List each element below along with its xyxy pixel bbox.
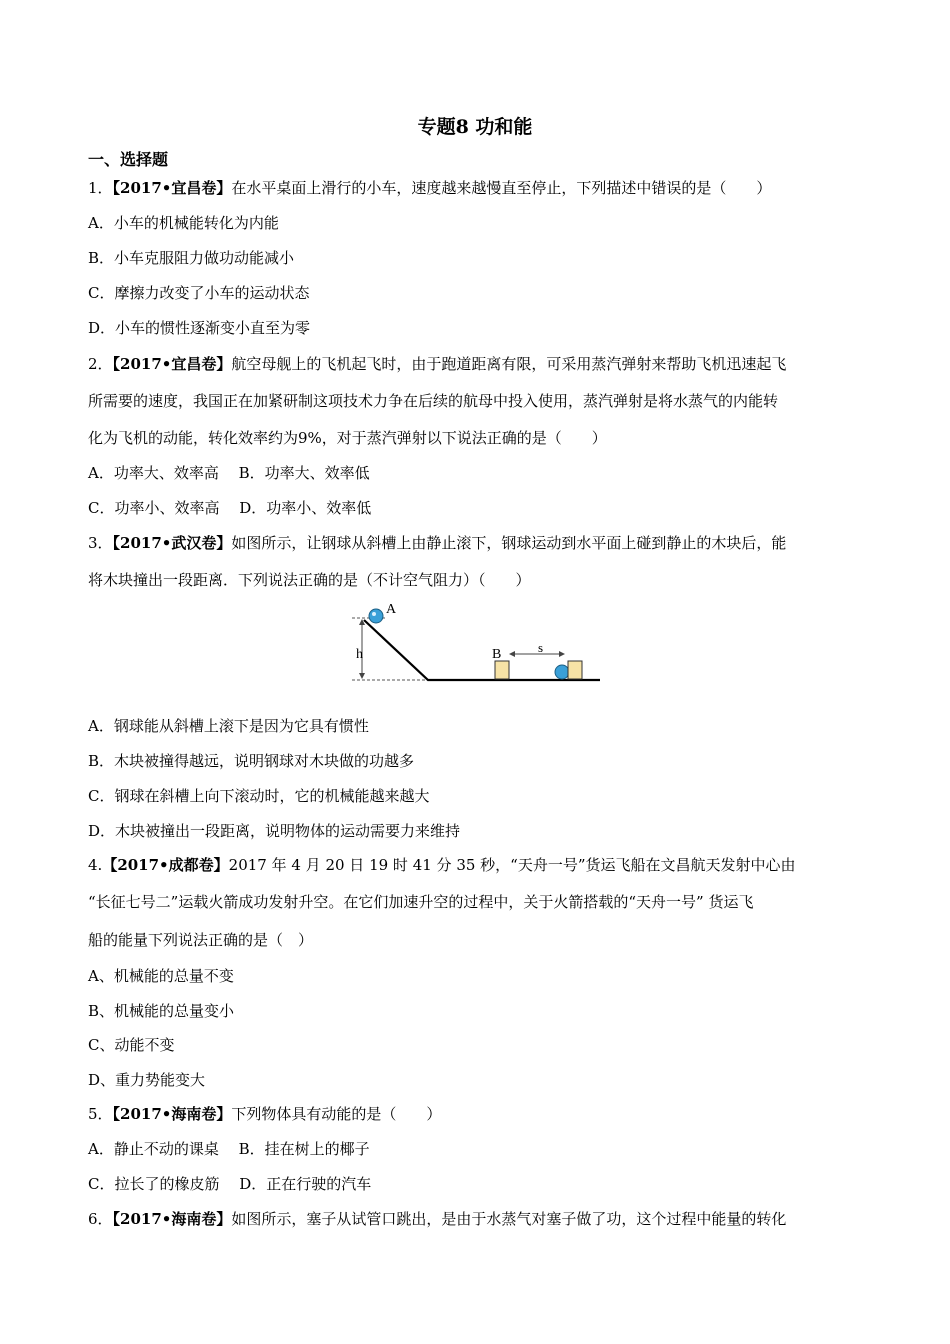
q4-option-a: A、机械能的总量不变 bbox=[88, 967, 234, 985]
ball-a-label: A bbox=[386, 602, 397, 617]
question-3-stem-line-1: 3．【2017•武汉卷】如图所示，让钢球从斜槽上由静止滚下，钢球运动到水平面上碰到静止的木块后，能 bbox=[88, 534, 787, 552]
question-2-stem-line-3: 化为飞机的动能，转化效率约为9%，对于蒸汽弹射以下说法正确的是（ ） bbox=[88, 429, 607, 447]
question-2-stem-line-1: 2．【2017•宜昌卷】航空母舰上的飞机起飞时，由于跑道距离有限，可采用蒸汽弹射来帮助飞机迅速起飞 bbox=[88, 355, 787, 373]
question-5-stem: 5．【2017•海南卷】下列物体具有动能的是（ ） bbox=[88, 1105, 442, 1123]
q1-option-c: C．摩擦力改变了小车的运动状态 bbox=[88, 284, 310, 302]
q5-options-ab: A．静止不动的课桌 B．挂在树上的椰子 bbox=[88, 1140, 370, 1158]
question-3-stem-line-2: 将木块撞出一段距离．下列说法正确的是（不计空气阻力）（ ） bbox=[88, 571, 531, 589]
question-4-stem-line-1: 4.【2017•成都卷】2017 年 4 月 20 日 19 时 41 分 35 秒，“天舟一号”货运飞船在文昌航天发射中心由 bbox=[88, 856, 796, 874]
q3-option-b: B．木块被撞得越远，说明钢球对木块做的功越多 bbox=[88, 752, 415, 770]
block-b-label: B bbox=[492, 647, 502, 662]
question-4-stem-line-3: 船的能量下列说法正确的是（ ） bbox=[88, 931, 314, 949]
ball-highlight bbox=[372, 612, 376, 616]
q2-options-cd: C．功率小、效率高 D．功率小、效率低 bbox=[88, 499, 372, 517]
question-6-stem: 6．【2017•海南卷】如图所示，塞子从试管口跳出，是由于水蒸气对塞子做了功，这个过程中能量的转化 bbox=[88, 1210, 787, 1228]
distance-arrow-right bbox=[559, 651, 565, 657]
question-4-stem-line-2: “长征七号二”运载火箭成功发射升空。在它们加速升空的过程中，关于火箭搭载的“天舟一号” 货运飞 bbox=[88, 893, 754, 911]
q2-options-ab: A．功率大、效率高 B．功率大、效率低 bbox=[88, 464, 370, 482]
q4-option-c: C、动能不变 bbox=[88, 1036, 175, 1054]
steel-ball-a bbox=[369, 609, 383, 623]
q5-options-cd: C．拉长了的橡皮筋 D．正在行驶的汽车 bbox=[88, 1175, 372, 1193]
height-label: h bbox=[356, 647, 363, 662]
ramp-ball-block-figure bbox=[346, 600, 602, 690]
q3-option-a: A．钢球能从斜槽上滚下是因为它具有惯性 bbox=[88, 717, 369, 735]
q1-option-b: B．小车克服阻力做功动能减小 bbox=[88, 249, 295, 267]
q1-option-d: D．小车的惯性逐渐变小直至为零 bbox=[88, 319, 311, 337]
q1-option-a: A．小车的机械能转化为内能 bbox=[88, 214, 279, 232]
page-title: 专题8 功和能 bbox=[417, 116, 533, 138]
distance-label: s bbox=[538, 640, 544, 655]
q3-option-d: D．木块被撞出一段距离，说明物体的运动需要力来维持 bbox=[88, 822, 461, 840]
q4-option-b: B、机械能的总量变小 bbox=[88, 1002, 235, 1020]
question-2-stem-line-2: 所需要的速度，我国正在加紧研制这项技术力争在后续的航母中投入使用，蒸汽弹射是将水蒸气的内能转 bbox=[88, 392, 779, 410]
q3-option-c: C．钢球在斜槽上向下滚动时，它的机械能越来越大 bbox=[88, 787, 430, 805]
height-arrow-down bbox=[359, 673, 365, 679]
question-1-stem: 1．【2017•宜昌卷】在水平桌面上滑行的小车，速度越来越慢直至停止，下列描述中错误的是（ ） bbox=[88, 179, 772, 197]
block-moved bbox=[568, 661, 582, 679]
block-b bbox=[495, 661, 509, 679]
distance-arrow-left bbox=[509, 651, 515, 657]
section-heading: 一、选择题 bbox=[88, 150, 169, 169]
q4-option-d: D、重力势能变大 bbox=[88, 1071, 206, 1089]
steel-ball-bottom bbox=[555, 665, 569, 679]
